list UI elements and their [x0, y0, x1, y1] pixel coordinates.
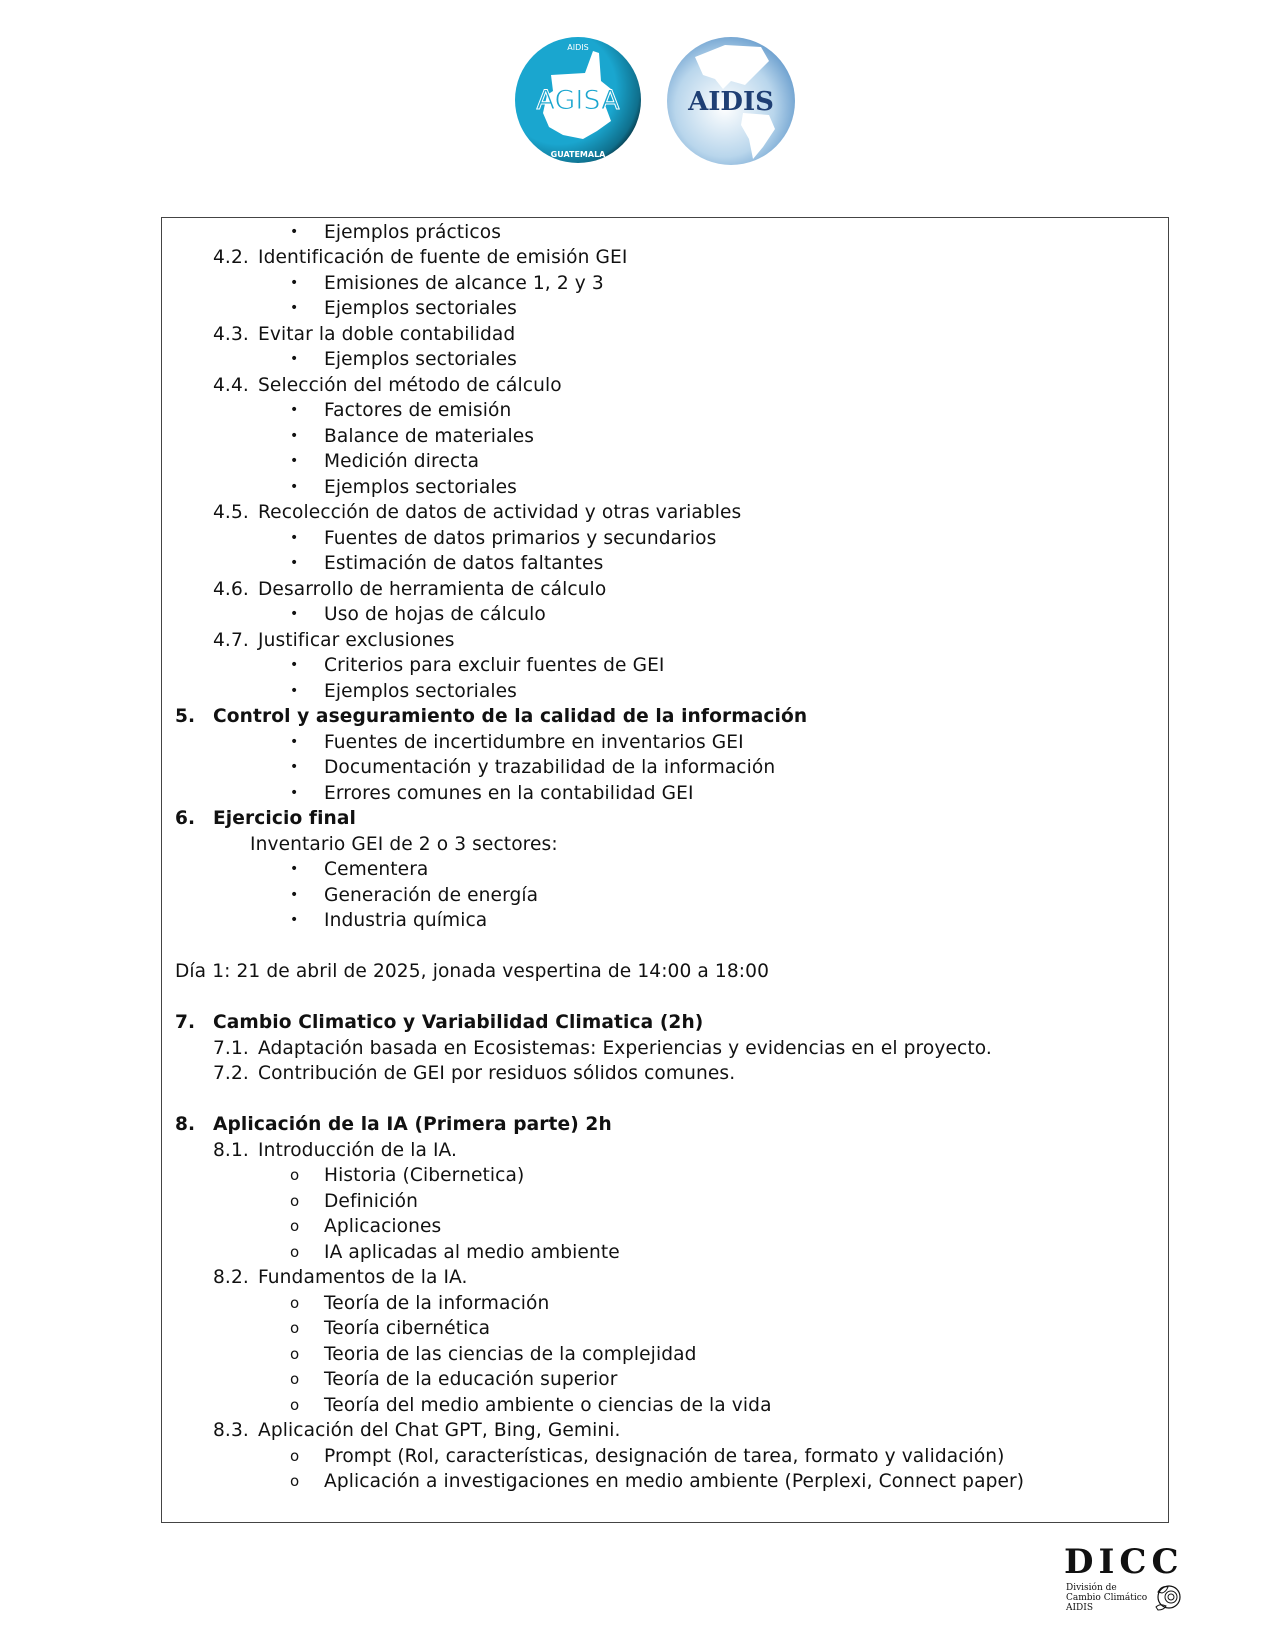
list-item: Medición directa [324, 451, 480, 472]
list-item: Ejemplos sectoriales [324, 477, 517, 498]
dicc-line-3: AIDIS [1066, 1603, 1093, 1613]
subsection-number: 4.6. [213, 579, 249, 600]
bullet-icon: • [290, 275, 299, 291]
list-item: Factores de emisión [324, 400, 512, 421]
circle-bullet-icon: o [290, 1166, 300, 1184]
list-item: Teoría de la educación superior [324, 1369, 618, 1390]
subsection-number: 4.4. [213, 375, 249, 396]
bullet-icon: • [290, 453, 299, 469]
list-item: Fuentes de datos primarios y secundarios [324, 528, 717, 549]
subsection-number: 4.7. [213, 630, 249, 651]
circle-bullet-icon: o [290, 1192, 300, 1210]
bullet-icon: • [290, 887, 299, 903]
subsection-number: 8.3. [213, 1420, 249, 1441]
svg-text:AGISA: AGISA [536, 85, 620, 116]
circle-bullet-icon: o [290, 1294, 300, 1312]
list-item: Prompt (Rol, características, designación de tarea, formato y validación) [324, 1446, 1005, 1467]
circle-bullet-icon: o [290, 1447, 300, 1465]
list-item: Fuentes de incertidumbre en inventarios GEI [324, 732, 744, 753]
list-item: Ejemplos sectoriales [324, 349, 517, 370]
subsection-title: Desarrollo de herramienta de cálculo [258, 579, 607, 600]
list-item: Ejemplos prácticos [324, 222, 502, 243]
subsection-title: Selección del método de cálculo [258, 375, 562, 396]
circle-bullet-icon: o [290, 1243, 300, 1261]
list-item: Ejemplos sectoriales [324, 681, 517, 702]
subsection-number: 4.3. [213, 324, 249, 345]
list-item: Teoría cibernética [324, 1318, 491, 1339]
bullet-icon: • [290, 912, 299, 928]
list-item: Teoría del medio ambiente o ciencias de la vida [324, 1395, 772, 1416]
subsection-title: Fundamentos de la IA. [258, 1267, 468, 1288]
subsection-number: 7.2. [213, 1063, 249, 1084]
bullet-icon: • [290, 402, 299, 418]
aidis-logo [665, 35, 797, 167]
list-item: Generación de energía [324, 885, 539, 906]
schedule-text: Día 1: 21 de abril de 2025, jonada vespertina de 14:00 a 18:00 [175, 961, 770, 982]
svg-text:AIDIS: AIDIS [688, 87, 774, 117]
list-item: Ejemplos sectoriales [324, 298, 517, 319]
section-number: 6. [175, 808, 196, 829]
section-title: Ejercicio final [213, 808, 357, 829]
subsection-title: Introducción de la IA. [258, 1140, 458, 1161]
agisa-top-text: AIDIS [567, 43, 589, 52]
list-item: Documentación y trazabilidad de la información [324, 757, 776, 778]
list-item: Errores comunes en la contabilidad GEI [324, 783, 694, 804]
list-item: Definición [324, 1191, 418, 1212]
list-item: Emisiones de alcance 1, 2 y 3 [324, 273, 604, 294]
dicc-line-1: División de [1066, 1583, 1117, 1593]
outline-box [161, 217, 1169, 1523]
list-item: Industria química [324, 910, 488, 931]
list-item: Teoría de la información [324, 1293, 550, 1314]
subsection-title: Adaptación basada en Ecosistemas: Experiencias y evidencias en el proyecto. [258, 1038, 992, 1059]
section-title: Control y aseguramiento de la calidad de la información [213, 706, 808, 727]
dicc-title: DICC [1064, 1542, 1184, 1582]
bullet-icon: • [290, 759, 299, 775]
subsection-title: Aplicación del Chat GPT, Bing, Gemini. [258, 1420, 621, 1441]
circle-bullet-icon: o [290, 1345, 300, 1363]
list-item: Estimación de datos faltantes [324, 553, 604, 574]
agisa-logo [513, 35, 643, 165]
subsection-title: Recolección de datos de actividad y otras variables [258, 502, 742, 523]
bullet-icon: • [290, 351, 299, 367]
dicc-line-2: Cambio Climático [1066, 1593, 1148, 1603]
circle-bullet-icon: o [290, 1396, 300, 1414]
list-item: Aplicación a investigaciones en medio ambiente (Perplexi, Connect paper) [324, 1471, 1025, 1492]
bullet-icon: • [290, 683, 299, 699]
subsection-number: 4.2. [213, 247, 249, 268]
bullet-icon: • [290, 300, 299, 316]
list-item: IA aplicadas al medio ambiente [324, 1242, 620, 1263]
subsection-title: Identificación de fuente de emisión GEI [258, 247, 628, 268]
subsection-title: Contribución de GEI por residuos sólidos comunes. [258, 1063, 736, 1084]
list-item: Aplicaciones [324, 1216, 442, 1237]
list-item: Teoria de las ciencias de la complejidad [324, 1344, 697, 1365]
subsection-number: 4.5. [213, 502, 249, 523]
circle-bullet-icon: o [290, 1217, 300, 1235]
subsection-title: Justificar exclusiones [258, 630, 455, 651]
section-number: 8. [175, 1114, 196, 1135]
section-number: 7. [175, 1012, 196, 1033]
subsection-number: 7.1. [213, 1038, 249, 1059]
bullet-icon: • [290, 555, 299, 571]
list-item: Cementera [324, 859, 429, 880]
circle-bullet-icon: o [290, 1319, 300, 1337]
bullet-icon: • [290, 428, 299, 444]
list-item: Criterios para excluir fuentes de GEI [324, 655, 665, 676]
section-title: Aplicación de la IA (Primera parte) 2h [213, 1114, 612, 1135]
intro-text: Inventario GEI de 2 o 3 sectores: [250, 834, 558, 855]
subsection-title: Evitar la doble contabilidad [258, 324, 516, 345]
subsection-number: 8.2. [213, 1267, 249, 1288]
bullet-icon: • [290, 530, 299, 546]
section-number: 5. [175, 706, 196, 727]
bullet-icon: • [290, 479, 299, 495]
circle-bullet-icon: o [290, 1472, 300, 1490]
list-item: Historia (Cibernetica) [324, 1165, 525, 1186]
globe-icon [1154, 1582, 1182, 1612]
bullet-icon: • [290, 785, 299, 801]
bullet-icon: • [290, 734, 299, 750]
bullet-icon: • [290, 861, 299, 877]
list-item: Balance de materiales [324, 426, 535, 447]
agisa-bottom-text: GUATEMALA [550, 150, 606, 159]
subsection-number: 8.1. [213, 1140, 249, 1161]
bullet-icon: • [290, 606, 299, 622]
list-item: Uso de hojas de cálculo [324, 604, 546, 625]
section-title: Cambio Climatico y Variabilidad Climatica (2h) [213, 1012, 704, 1033]
circle-bullet-icon: o [290, 1370, 300, 1388]
bullet-icon: • [290, 224, 299, 240]
bullet-icon: • [290, 657, 299, 673]
